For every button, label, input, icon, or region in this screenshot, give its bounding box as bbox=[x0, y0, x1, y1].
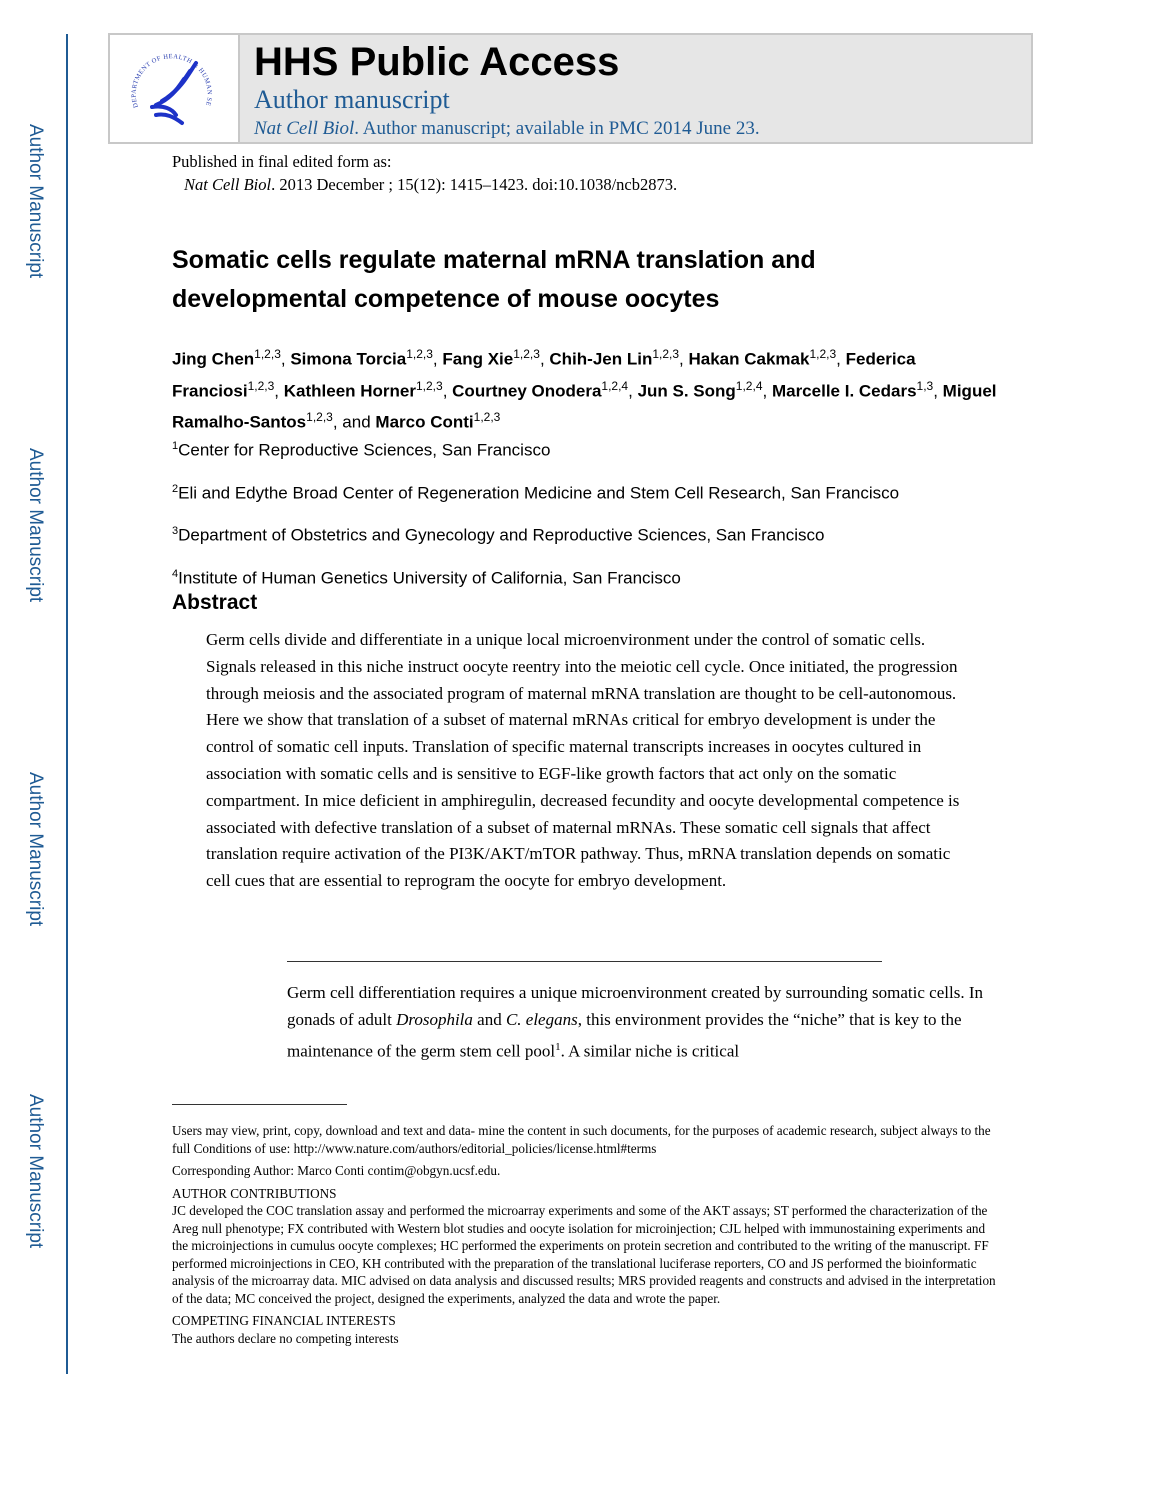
competing-text: The authors declare no competing interests bbox=[172, 1330, 399, 1346]
affiliation-item bbox=[172, 427, 899, 470]
contributions-heading: AUTHOR CONTRIBUTIONS bbox=[172, 1185, 337, 1201]
affiliation-text: Eli and Edythe Broad Center of Regeneration Medicine and Stem Cell Research, San Francisco bbox=[178, 483, 900, 503]
body-paragraph: Germ cell differentiation requires a unique microenvironment created by surrounding somatic cells. In gonads of adult Drosophila and C. elegans, this environment provides the “niche” that is key to the maintenance of the germ stem cell pool$^1$. A similar niche is critical bbox=[287, 983, 983, 1061]
author-manuscript-label: Author manuscript bbox=[254, 85, 450, 114]
author-name[interactable]: Simona Torcia bbox=[290, 349, 407, 369]
author-affiliation-marker: 1,3 bbox=[916, 378, 934, 393]
contributions-text: JC developed the COC translation assay and performed the microarray experiments and some of the AKT assays; ST performed the characterization of the Areg null phenotype; FX contributed with Western blot studies and oocyte isolation for microinjection; CJL helped with immunostaining experiments and the microinjections in cumulus oocyte complexes; HC performed the experiments on protein secretion and contributed to the writing of the manuscript. FF performed microinjections in CEO, KH contributed with the preparation of the translational luciferase reporters, CO and JS performed the bioinformatic analysis of the microarray data. MIC advised on data analysis and discussed results; MRS provided reagents and constructs and advised in the interpretation of the data; MC conceived the project, designed the experiments, analyzed the data and wrote the paper. bbox=[172, 1203, 996, 1306]
author-name[interactable]: Chih-Jen Lin bbox=[549, 349, 653, 369]
affiliations bbox=[172, 427, 899, 598]
affiliation-item bbox=[172, 555, 899, 598]
author-name[interactable]: Fang Xie bbox=[442, 349, 514, 369]
hhs-eagle-seal-icon bbox=[110, 35, 238, 142]
footnotes bbox=[172, 1122, 1002, 1352]
author-name[interactable]: Kathleen Horner bbox=[283, 381, 416, 401]
author-name[interactable]: Jun S. Song bbox=[637, 381, 736, 401]
author-affiliation-marker: 1,2,4 bbox=[601, 378, 629, 393]
author-affiliation-marker: 1,2,3 bbox=[473, 410, 501, 425]
svg-text:DEPARTMENT OF HEALTH & HUMAN S: DEPARTMENT OF HEALTH & HUMAN SE bbox=[130, 53, 213, 109]
author-affiliation-marker: 1,2,3 bbox=[652, 347, 680, 361]
citation: Nat Cell Biol. 2013 December ; 15(12): 1415–1423. doi:10.1038/ncb2873. bbox=[184, 175, 678, 194]
affiliation-item bbox=[172, 512, 899, 555]
section-divider bbox=[287, 961, 882, 962]
article-title: Somatic cells regulate maternal mRNA translation and developmental competence of mouse oocytes bbox=[172, 246, 816, 313]
author-affiliation-marker: 1,2,3 bbox=[247, 378, 275, 393]
affiliation-number: 4 bbox=[172, 567, 179, 580]
affiliation-text: Institute of Human Genetics University of California, San Francisco bbox=[178, 568, 681, 588]
author-name[interactable]: Jing Chen bbox=[172, 349, 255, 369]
author-name[interactable]: Marco Conti bbox=[375, 412, 474, 432]
affiliation-item bbox=[172, 470, 899, 513]
corresponding-author: Corresponding Author: Marco Conti contim@obgyn.ucsf.edu. bbox=[172, 1163, 501, 1178]
author-affiliation-marker: 1,2,3 bbox=[254, 347, 281, 361]
reference-link[interactable]: 1 bbox=[555, 1040, 561, 1053]
affiliation-number: 3 bbox=[172, 525, 179, 538]
author-name[interactable]: Courtney Onodera bbox=[452, 381, 602, 401]
author-affiliation-marker: 1,2,3 bbox=[306, 410, 333, 425]
license-note: Users may view, print, copy, download and text and data- mine the content in such documents, for the purposes of academic research, subject always to the full Conditions of use: http://www.nature.com/authors/editorial_policies/license.html#terms bbox=[172, 1123, 991, 1156]
author-name[interactable]: Federica Franciosi bbox=[172, 349, 916, 401]
author-name[interactable]: Miguel Ramalho-Santos bbox=[172, 381, 997, 432]
author-affiliation-marker: 1,2,4 bbox=[735, 378, 763, 393]
affiliation-number: 2 bbox=[172, 482, 179, 495]
hhs-banner bbox=[108, 33, 1033, 144]
author-affiliation-marker: 1,2,3 bbox=[406, 347, 433, 361]
and-connector: and bbox=[342, 412, 371, 432]
footnote-divider bbox=[172, 1104, 347, 1105]
affiliation-number: 1 bbox=[172, 440, 179, 452]
abstract-heading: Abstract bbox=[172, 591, 258, 614]
sidebar-rule bbox=[66, 34, 68, 1374]
hhs-public-access-title: HHS Public Access bbox=[254, 40, 620, 84]
availability-line: Nat Cell Biol. Author manuscript; available in PMC 2014 June 23. bbox=[254, 118, 760, 139]
author-name[interactable]: Marcelle I. Cedars bbox=[771, 381, 917, 401]
author-affiliation-marker: 1,2,3 bbox=[416, 378, 443, 393]
hhs-logo bbox=[110, 35, 240, 142]
competing-heading: COMPETING FINANCIAL INTERESTS bbox=[172, 1313, 396, 1328]
author-list: Jing Chen$^{1,2,3}$, Simona Torcia$^{1,2,3}$, Fang Xie$^{1,2,3}$, Chih-Jen Lin$^{1,2,3}$, Hakan Cakmak$^{1,2,3}$, Federica Franciosi$^{1,2,3}$, Kathleen Horner$^{1,2,3}$, Courtney Onodera$^{1,2,4}$, Jun S. Song$^{1,2,4}$, Marcelle I. Cedars$^{1,3}$, Miguel Ramalho-Santos$^{1,2,3}$, and Marco Conti$^{1,2,3}$ bbox=[172, 347, 997, 432]
abstract-text: Germ cells divide and differentiate in a unique local microenvironment under the control of somatic cells. Signals released in this niche instruct oocyte reentry into the meiotic cell cycle. Once initiated, the progression through meiosis and the associated program of maternal mRNA translation are thought to be cell-autonomous. Here we show that translation of a subset of maternal mRNAs critical for embryo development is under the control of somatic cell inputs. Translation of specific maternal transcripts increases in oocytes cultured in association with somatic cells and is sensitive to EGF-like growth factors that act only on the somatic compartment. In mice deficient in amphiregulin, decreased fecundity and oocyte developmental competence is associated with defective translation of a subset of maternal mRNAs. These somatic cell signals that affect translation require activation of the PI3K/AKT/mTOR pathway. Thus, mRNA translation depends on somatic cell cues that are essential to reprogram the oocyte for embryo development. bbox=[206, 630, 960, 891]
affiliation-text: Center for Reproductive Sciences, San Francisco bbox=[178, 440, 551, 460]
published-in: Published in final edited form as: Nat Cell Biol. 2013 December ; 15(12): 1415–1423. doi:10.1038/ncb2873. bbox=[172, 152, 678, 194]
author-affiliation-marker: 1,2,3 bbox=[513, 347, 540, 361]
author-affiliation-marker: 1,2,3 bbox=[809, 347, 837, 361]
author-name[interactable]: Hakan Cakmak bbox=[688, 349, 810, 369]
affiliation-text: Department of Obstetrics and Gynecology and Reproductive Sciences, San Francisco bbox=[178, 525, 825, 545]
